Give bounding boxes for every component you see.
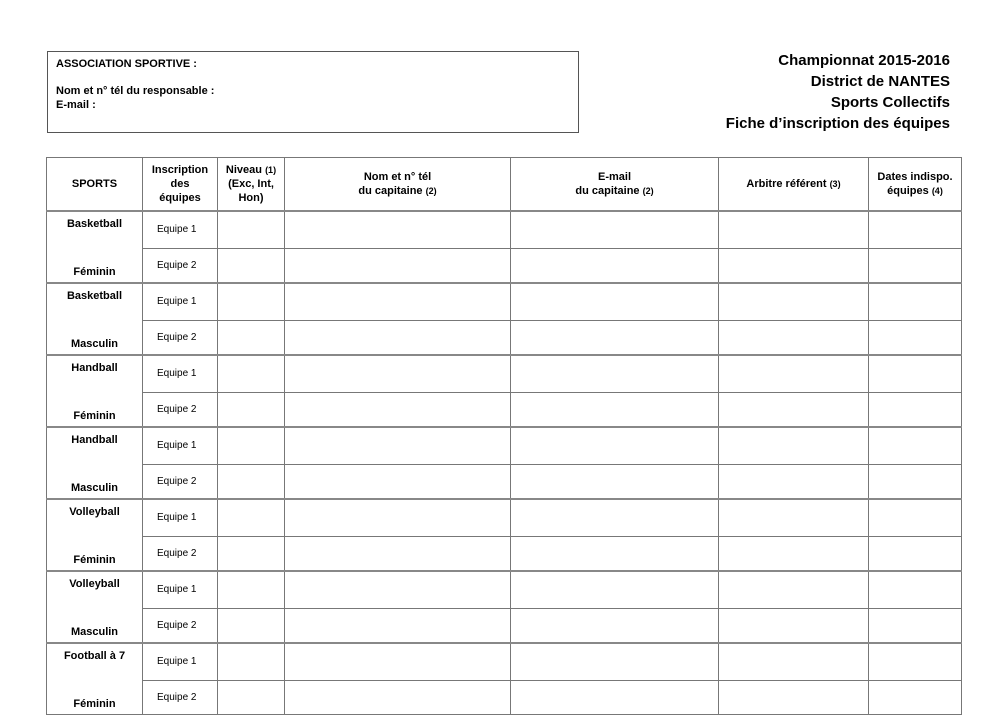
email-capitaine-cell[interactable]: [511, 680, 719, 715]
col-email-capitaine: E-mail du capitaine (2): [511, 158, 719, 212]
email-capitaine-cell[interactable]: [511, 643, 719, 680]
arbitre-cell[interactable]: [719, 499, 869, 536]
table-row: [47, 464, 962, 499]
dates-cell[interactable]: [869, 536, 962, 571]
team-label: Equipe 1: [143, 571, 218, 608]
table-row: [47, 499, 962, 536]
arbitre-cell[interactable]: [719, 571, 869, 608]
col-dates: Dates indispo. équipes (4): [869, 158, 962, 212]
table-row: [47, 283, 962, 320]
nom-capitaine-cell[interactable]: [285, 464, 511, 499]
table-row: [47, 211, 962, 248]
dates-cell[interactable]: [869, 248, 962, 283]
niveau-cell[interactable]: [218, 536, 285, 571]
arbitre-cell[interactable]: [719, 392, 869, 427]
email-capitaine-cell[interactable]: [511, 248, 719, 283]
sport-category: Masculin: [47, 464, 143, 499]
sport-category: Féminin: [47, 392, 143, 427]
table-row: [47, 392, 962, 427]
team-label: Equipe 1: [143, 643, 218, 680]
team-label: Equipe 2: [143, 248, 218, 283]
table-row: [47, 536, 962, 571]
niveau-cell[interactable]: [218, 608, 285, 643]
dates-cell[interactable]: [869, 427, 962, 464]
table-row: [47, 680, 962, 715]
niveau-cell[interactable]: [218, 464, 285, 499]
sport-category: Féminin: [47, 680, 143, 715]
col-inscription: Inscription des équipes: [143, 158, 218, 212]
sport-name: Volleyball: [47, 499, 143, 536]
sport-name: Handball: [47, 355, 143, 392]
team-label: Equipe 1: [143, 283, 218, 320]
email-capitaine-cell[interactable]: [511, 320, 719, 355]
table-row: [47, 320, 962, 355]
team-label: Equipe 2: [143, 464, 218, 499]
nom-capitaine-cell[interactable]: [285, 571, 511, 608]
nom-capitaine-cell[interactable]: [285, 248, 511, 283]
team-label: Equipe 1: [143, 499, 218, 536]
association-label: ASSOCIATION SPORTIVE :: [56, 58, 197, 70]
nom-capitaine-cell[interactable]: [285, 320, 511, 355]
dates-cell[interactable]: [869, 320, 962, 355]
dates-cell[interactable]: [869, 643, 962, 680]
team-label: Equipe 2: [143, 608, 218, 643]
association-box: [47, 51, 579, 133]
niveau-cell[interactable]: [218, 643, 285, 680]
email-capitaine-cell[interactable]: [511, 464, 719, 499]
team-label: Equipe 2: [143, 320, 218, 355]
email-capitaine-cell[interactable]: [511, 211, 719, 248]
nom-capitaine-cell[interactable]: [285, 499, 511, 536]
col-niveau: Niveau (1) (Exc, Int, Hon): [218, 158, 285, 212]
email-capitaine-cell[interactable]: [511, 355, 719, 392]
table-row: [47, 248, 962, 283]
arbitre-cell[interactable]: [719, 536, 869, 571]
nom-capitaine-cell[interactable]: [285, 355, 511, 392]
dates-cell[interactable]: [869, 392, 962, 427]
header-championnat: Championnat 2015-2016: [778, 52, 950, 69]
niveau-cell[interactable]: [218, 680, 285, 715]
nom-capitaine-cell[interactable]: [285, 643, 511, 680]
registration-table: [46, 157, 962, 715]
nom-capitaine-cell[interactable]: [285, 608, 511, 643]
arbitre-cell[interactable]: [719, 608, 869, 643]
team-label: Equipe 2: [143, 680, 218, 715]
dates-cell[interactable]: [869, 211, 962, 248]
nom-capitaine-cell[interactable]: [285, 680, 511, 715]
dates-cell[interactable]: [869, 283, 962, 320]
email-label: E-mail :: [56, 99, 96, 111]
nom-capitaine-cell[interactable]: [285, 427, 511, 464]
niveau-cell[interactable]: [218, 427, 285, 464]
sport-name: Basketball: [47, 283, 143, 320]
header-district: District de NANTES: [810, 73, 950, 90]
table-row: [47, 608, 962, 643]
table-row: [47, 571, 962, 608]
sport-name: Handball: [47, 427, 143, 464]
col-arbitre: Arbitre référent (3): [719, 158, 869, 212]
team-label: Equipe 1: [143, 355, 218, 392]
email-capitaine-cell[interactable]: [511, 427, 719, 464]
header-fiche: Fiche d’inscription des équipes: [725, 115, 950, 132]
sport-category: Masculin: [47, 608, 143, 643]
dates-cell[interactable]: [869, 571, 962, 608]
niveau-cell[interactable]: [218, 211, 285, 248]
niveau-cell[interactable]: [218, 499, 285, 536]
arbitre-cell[interactable]: [719, 248, 869, 283]
arbitre-cell[interactable]: [719, 464, 869, 499]
dates-cell[interactable]: [869, 499, 962, 536]
arbitre-cell[interactable]: [719, 643, 869, 680]
niveau-cell[interactable]: [218, 355, 285, 392]
niveau-cell[interactable]: [218, 248, 285, 283]
niveau-cell[interactable]: [218, 283, 285, 320]
arbitre-cell[interactable]: [719, 320, 869, 355]
dates-cell[interactable]: [869, 355, 962, 392]
arbitre-cell[interactable]: [719, 427, 869, 464]
email-capitaine-cell[interactable]: [511, 608, 719, 643]
team-label: Equipe 1: [143, 427, 218, 464]
email-capitaine-cell[interactable]: [511, 571, 719, 608]
team-label: Equipe 1: [143, 211, 218, 248]
arbitre-cell[interactable]: [719, 355, 869, 392]
table-row: [47, 355, 962, 392]
email-capitaine-cell[interactable]: [511, 283, 719, 320]
table-row: [47, 643, 962, 680]
col-nom-capitaine: Nom et n° tél du capitaine (2): [285, 158, 511, 212]
responsable-label: Nom et n° tél du responsable :: [56, 85, 215, 97]
dates-cell[interactable]: [869, 464, 962, 499]
arbitre-cell[interactable]: [719, 283, 869, 320]
email-capitaine-cell[interactable]: [511, 499, 719, 536]
arbitre-cell[interactable]: [719, 211, 869, 248]
sport-name: Basketball: [47, 211, 143, 248]
header-sports: Sports Collectifs: [830, 94, 950, 111]
niveau-cell[interactable]: [218, 320, 285, 355]
col-sports: SPORTS: [47, 158, 143, 212]
nom-capitaine-cell[interactable]: [285, 392, 511, 427]
table-header-row: [47, 158, 962, 212]
sport-category: Masculin: [47, 320, 143, 355]
nom-capitaine-cell[interactable]: [285, 283, 511, 320]
team-label: Equipe 2: [143, 536, 218, 571]
dates-cell[interactable]: [869, 680, 962, 715]
niveau-cell[interactable]: [218, 571, 285, 608]
sport-name: Volleyball: [47, 571, 143, 608]
sport-name: Football à 7: [47, 643, 143, 680]
nom-capitaine-cell[interactable]: [285, 536, 511, 571]
nom-capitaine-cell[interactable]: [285, 211, 511, 248]
email-capitaine-cell[interactable]: [511, 536, 719, 571]
arbitre-cell[interactable]: [719, 680, 869, 715]
niveau-cell[interactable]: [218, 392, 285, 427]
team-label: Equipe 2: [143, 392, 218, 427]
sport-category: Féminin: [47, 536, 143, 571]
table-row: [47, 427, 962, 464]
sport-category: Féminin: [47, 248, 143, 283]
email-capitaine-cell[interactable]: [511, 392, 719, 427]
document-header: [726, 50, 950, 134]
dates-cell[interactable]: [869, 608, 962, 643]
